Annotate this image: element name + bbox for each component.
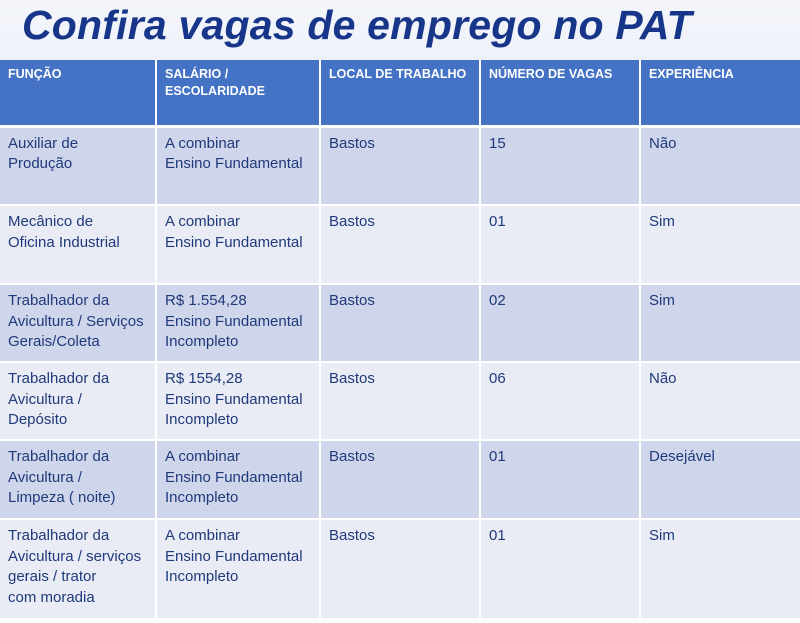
header-funcao: FUNÇÃO	[0, 60, 156, 126]
job-vacancies-table	[0, 60, 800, 620]
cell-experiencia: Sim	[640, 284, 800, 362]
page-title: Confira vagas de emprego no PAT	[22, 2, 692, 48]
cell-salario-escolaridade: A combinar Ensino Fundamental	[156, 205, 320, 284]
cell-vagas: 06	[480, 362, 640, 440]
cell-funcao: Mecânico de Oficina Industrial	[0, 205, 156, 284]
cell-salario-escolaridade: R$ 1.554,28 Ensino Fundamental Incompleto	[156, 284, 320, 362]
cell-salario-escolaridade: R$ 1554,28 Ensino Fundamental Incompleto	[156, 362, 320, 440]
cell-funcao: Trabalhador da Avicultura / Limpeza ( noite)	[0, 440, 156, 519]
cell-experiencia: Sim	[640, 519, 800, 619]
cell-salario-escolaridade: A combinar Ensino Fundamental Incompleto	[156, 519, 320, 619]
cell-vagas: 15	[480, 126, 640, 205]
cell-vagas: 01	[480, 205, 640, 284]
cell-funcao: Auxiliar de Produção	[0, 126, 156, 205]
cell-salario-escolaridade: A combinar Ensino Fundamental Incompleto	[156, 440, 320, 519]
header-numero-de-vagas: NÚMERO DE VAGAS	[480, 60, 640, 126]
cell-local: Bastos	[320, 519, 480, 619]
cell-vagas: 01	[480, 519, 640, 619]
header-experiencia: EXPERIÊNCIA	[640, 60, 800, 126]
cell-funcao: Trabalhador da Avicultura / Serviços Gerais/Coleta	[0, 284, 156, 362]
cell-vagas: 02	[480, 284, 640, 362]
cell-funcao: Trabalhador da Avicultura / Depósito	[0, 362, 156, 440]
cell-experiencia: Desejável	[640, 440, 800, 519]
title-bar	[0, 0, 800, 60]
table-row	[0, 519, 800, 619]
cell-funcao: Trabalhador da Avicultura / serviços gerais / trator com moradia	[0, 519, 156, 619]
cell-experiencia: Não	[640, 126, 800, 205]
cell-local: Bastos	[320, 126, 480, 205]
header-salario-escolaridade: SALÁRIO / ESCOLARIDADE	[156, 60, 320, 126]
table-row	[0, 284, 800, 362]
table-row	[0, 362, 800, 440]
table-row	[0, 126, 800, 205]
cell-experiencia: Sim	[640, 205, 800, 284]
cell-salario-escolaridade: A combinar Ensino Fundamental	[156, 126, 320, 205]
cell-experiencia: Não	[640, 362, 800, 440]
cell-local: Bastos	[320, 362, 480, 440]
header-local-de-trabalho: LOCAL DE TRABALHO	[320, 60, 480, 126]
table-row	[0, 440, 800, 519]
cell-local: Bastos	[320, 205, 480, 284]
cell-local: Bastos	[320, 284, 480, 362]
cell-local: Bastos	[320, 440, 480, 519]
table-row	[0, 205, 800, 284]
cell-vagas: 01	[480, 440, 640, 519]
table-header-row	[0, 60, 800, 126]
